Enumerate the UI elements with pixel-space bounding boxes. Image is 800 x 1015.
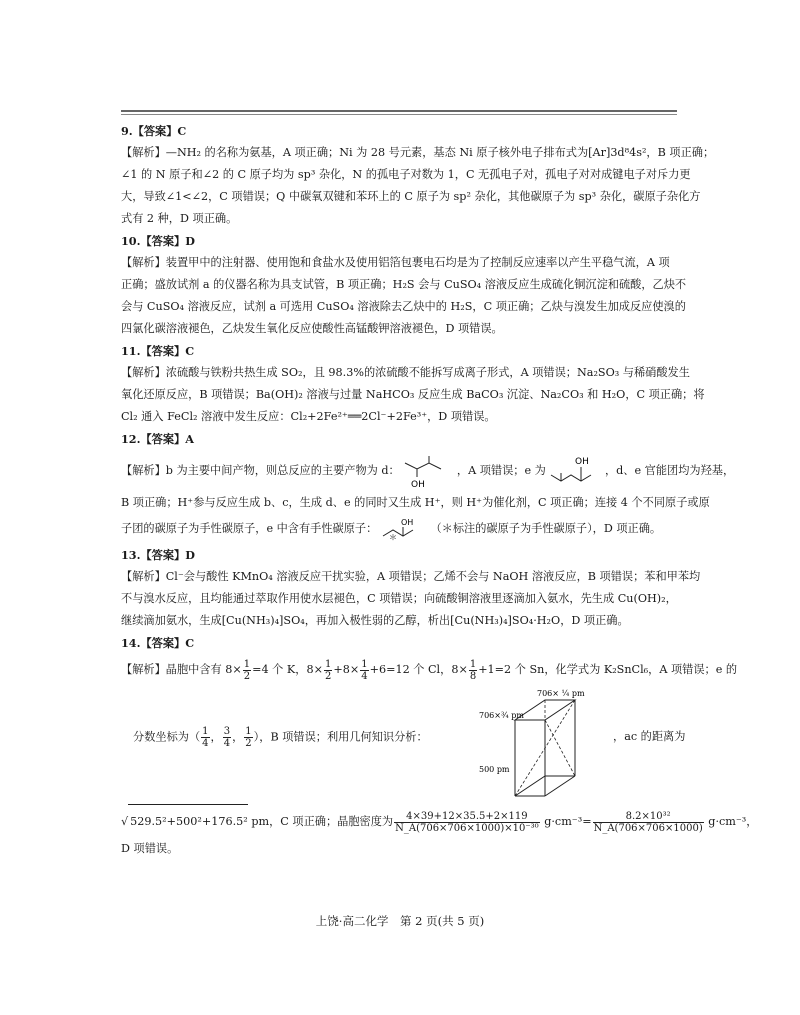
q12-line-1 bbox=[121, 450, 735, 492]
q14-line-3: √ 529.5²+500²+176.5² pm，C 项正确；晶胞密度为 $\frac{4\times 39+12\times 35.5+2\times 119}{\text{N\_A(706×706×1000)×10⁻³⁰}}$ g·cm⁻³= $\frac{\text{8.2×10³²}}{N\_A(706\times 706\times 1000)}$ g·cm⁻³， bbox=[121, 804, 681, 838]
sqrt-expression: 529.5²+500²+176.5² bbox=[128, 804, 248, 839]
q14-text-1e: +1=2 个 Sn，化学式为 K₂SnCl₆，A 项错误；e 的 bbox=[478, 663, 738, 676]
fraction-1-2b: $\frac{1}{2}$ bbox=[324, 658, 332, 682]
q12-text-3a: 子团的碳原子为手性碳原子，e 中含有手性碳原子： bbox=[121, 522, 378, 535]
q10-line-4: 四氯化碳溶液褪色，乙炔发生氧化反应使酸性高锰酸钾溶液褪色，D 项错误。 bbox=[121, 322, 503, 335]
q13-answer: 13.【答案】D bbox=[121, 548, 195, 562]
q13-line-1: 【解析】Cl⁻会与酸性 KMnO₄ 溶液反应干扰实验，A 项错误；乙烯不会与 NaOH 溶液反应，B 项错误；苯和甲苯均 bbox=[121, 570, 701, 583]
product-d-structure bbox=[403, 453, 453, 489]
header-rule-thin bbox=[121, 114, 677, 115]
e-oh-label: OH bbox=[575, 457, 590, 467]
q9-line-3: 大，导致∠1<∠2，C 项错误；Q 中碳氧双键和苯环上的 C 原子为 sp² 杂化，其他碳原子为 sp³ 杂化，碳原子杂化方 bbox=[121, 190, 701, 203]
cell-top-label: 706× ¼ pm bbox=[537, 689, 585, 698]
q14-line-1 bbox=[121, 654, 738, 686]
q10-line-3: 会与 CuSO₄ 溶液反应，试剂 a 可选用 CuSO₄ 溶液除去乙炔中的 H₂S，C 项正确；乙炔与溴发生加成反应使溴的 bbox=[121, 300, 686, 313]
q14-cell-row bbox=[121, 686, 686, 804]
q12-text-3b: （＊标注的碳原子为手性碳原子），D 项正确。 bbox=[430, 522, 662, 535]
fraction-1-2: $\frac{1}{2}$ bbox=[243, 658, 251, 682]
q12-answer: 12.【答案】A bbox=[121, 432, 194, 446]
q11-line-2: 氧化还原反应，B 项错误；Ba(OH)₂ 溶液与过量 NaHCO₃ 反应生成 BaCO₃ 沉淀、Na₂CO₃ 和 H₂O，C 项正确；将 bbox=[121, 388, 705, 401]
page-footer: 上饶·高二化学 第 2 页(共 5 页) bbox=[315, 914, 485, 928]
q13-line-2: 不与溴水反应，且均能通过萃取作用使水层褪色，C 项错误；向硫酸铜溶液里逐滴加入氨水，先生成 Cu(OH)₂， bbox=[121, 592, 677, 605]
question-14 bbox=[121, 632, 758, 860]
fraction-3-4: $\frac{3}{4}$ bbox=[223, 726, 231, 749]
q14-text-3a: pm，C 项正确；晶胞密度为 bbox=[251, 815, 394, 828]
question-12 bbox=[121, 428, 735, 544]
q10-answer: 10.【答案】D bbox=[121, 234, 195, 248]
fraction-1-8: $\frac{1}{8}$ bbox=[469, 658, 477, 682]
q10-line-2: 正确；盛放试剂 a 的仪器名称为具支试管，B 项正确；H₂S 会与 CuSO₄ 溶液反应生成硫化铜沉淀和硫酸，乙炔不 bbox=[121, 278, 687, 291]
fraction-1-2c: $\frac{1}{2}$ bbox=[245, 726, 252, 749]
q14-ac-text: ，ac 的距离为 bbox=[613, 730, 686, 743]
q14-unit-2: g·cm⁻³， bbox=[708, 815, 758, 828]
svg-text:＊: ＊ bbox=[388, 533, 397, 542]
product-e-structure bbox=[549, 453, 601, 489]
chiral-oh-label: OH bbox=[400, 518, 414, 527]
q14-text-1a: 【解析】晶胞中含有 8× bbox=[121, 663, 242, 676]
q13-line-3: 继续滴加氨水，生成[Cu(NH₃)₄]SO₄，再加入极性弱的乙醇，析出[Cu(NH₃)₄]SO₄·H₂O，D 项正确。 bbox=[121, 614, 629, 627]
q14-line-4: D 项错误。 bbox=[121, 842, 179, 855]
q14-text-1b: =4 个 K，8× bbox=[252, 663, 323, 676]
density-fraction-1: $\frac{4\times 39+12\times 35.5+2\times 119}{\text{N\_A(706×706×1000)×10⁻³⁰}}$ bbox=[395, 810, 539, 834]
question-10 bbox=[121, 230, 687, 340]
q11-line-1: 【解析】浓硫酸与铁粉共热生成 SO₂，且 98.3%的浓硫酸不能拆写成离子形式，A 项错误；Na₂SO₃ 与稀硝酸发生 bbox=[121, 366, 690, 379]
q9-line-4: 式有 2 种，D 项正确。 bbox=[121, 212, 238, 225]
q14-answer: 14.【答案】C bbox=[121, 636, 195, 650]
chiral-structure bbox=[381, 516, 427, 542]
q9-answer: 9.【答案】C bbox=[121, 124, 187, 138]
q11-answer: 11.【答案】C bbox=[121, 344, 195, 358]
q9-line-2: ∠1 的 N 原子和∠2 的 C 原子均为 sp³ 杂化，N 的孤电子对数为 1，C 无孤电子对，孤电子对对成键电子对斥力更 bbox=[121, 168, 691, 181]
q12-text-1a: 【解析】b 为主要中间产物，则总反应的主要产物为 d： bbox=[121, 464, 400, 477]
q14-coord-text: 分数坐标为（ $\frac{1}{4}$ ， $\frac{3}{4}$ ， $\frac{1}{2}$ ），B 项错误；利用几何知识分析： bbox=[133, 726, 428, 749]
q14-unit-1: g·cm⁻³= bbox=[544, 815, 592, 828]
q14-text-1c: +8× bbox=[333, 663, 360, 676]
fraction-1-4c: $\frac{1}{4}$ bbox=[202, 726, 209, 749]
unit-cell-diagram bbox=[479, 686, 611, 804]
q14-text-1d: +6=12 个 Cl，8× bbox=[369, 663, 468, 676]
question-13 bbox=[121, 544, 701, 632]
q12-line-2: B 项正确；H⁺参与反应生成 b、c，生成 d、e 的同时又生成 H⁺，则 H⁺为催化剂，C 项正确；连接 4 个不同原子或原 bbox=[121, 496, 710, 509]
q9-line-1: 【解析】—NH₂ 的名称为氨基，A 项正确；Ni 为 28 号元素，基态 Ni 原子核外电子排布式为[Ar]3d⁸4s²，B 项正确； bbox=[121, 146, 715, 159]
answer-page bbox=[121, 120, 758, 860]
question-9 bbox=[121, 120, 715, 230]
q10-line-1: 【解析】装置甲中的注射器、使用饱和食盐水及使用铝箔包裹电石均是为了控制反应速率以产生平稳气流，A 项 bbox=[121, 256, 670, 269]
question-11 bbox=[121, 340, 705, 428]
d-oh-label: OH bbox=[411, 480, 426, 489]
q12-line-3 bbox=[121, 514, 681, 544]
q12-text-1c: ，d、e 官能团均为羟基， bbox=[604, 464, 735, 477]
q11-line-3: Cl₂ 通入 FeCl₂ 溶液中发生反应：Cl₂+2Fe²⁺══2Cl⁻+2Fe³⁺，D 项错误。 bbox=[121, 410, 496, 423]
q12-text-1b: ，A 项错误；e 为 bbox=[456, 464, 546, 477]
cell-bottom-label: 500 pm bbox=[479, 765, 510, 774]
fraction-1-4: $\frac{1}{4}$ bbox=[361, 658, 368, 682]
density-fraction-2: $\frac{\text{8.2×10³²}}{N\_A(706\times 706\times 1000)}$ bbox=[593, 810, 703, 834]
cell-left-label: 706×¾ pm bbox=[479, 711, 524, 720]
header-rule bbox=[121, 110, 677, 112]
